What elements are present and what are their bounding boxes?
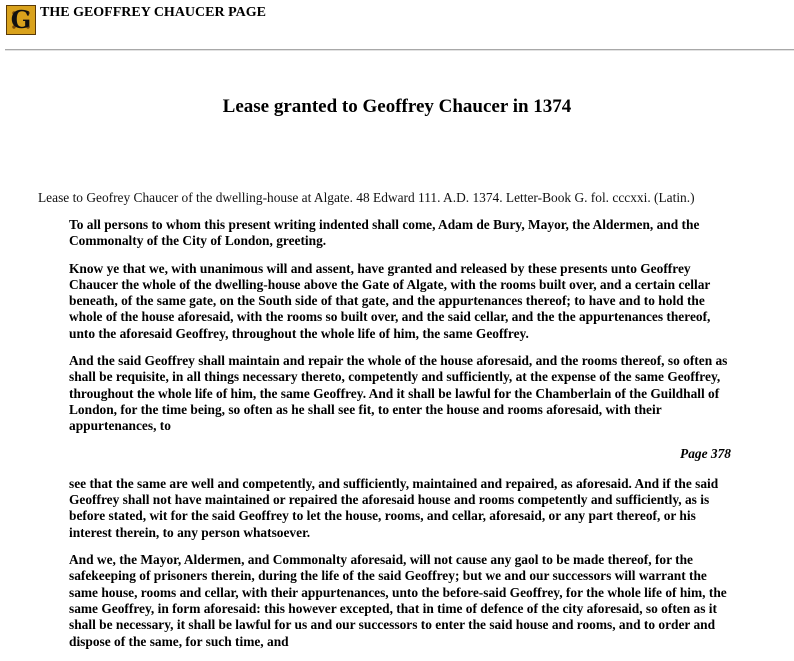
paragraph: And the said Geoffrey shall maintain and repair the whole of the house aforesaid, and the rooms thereof, so often as shall be requisite, in all things necessary thereto, competently and sufficiently, at the expense of the same Geoffrey, throughout the whole life of him, the same Geoffrey. And it shall be lawful for the Chamberlain of the Guildhall of London, for the time being, so often as he shall see fit, to enter the house and rooms aforesaid, with their appurtenances, to — [69, 353, 728, 434]
paragraph: see that the same are well and competently, and sufficiently, maintained and repaired, as aforesaid. And if the said Geoffrey shall not have maintained or repaired the aforesaid house and rooms competently and sufficiently, as is before stated, wit for the said Geoffrey to let the house, rooms, and cellar, aforesaid, or any part thereof, or his interest therein, to any person whatsoever. — [69, 475, 719, 540]
logo-glyph: G — [10, 4, 32, 34]
site-title[interactable]: THE GEOFFREY CHAUCER PAGE — [40, 5, 266, 20]
page-marker: Page 378 — [680, 445, 731, 461]
horizontal-divider — [5, 49, 794, 51]
document-intro: Lease to Geofrey Chaucer of the dwelling-house at Algate. 48 Edward 111. A.D. 1374. Letter-Book G. fol. cccxxi. (Latin.) — [38, 190, 695, 205]
site-header — [6, 5, 266, 36]
illuminated-letter-g-icon[interactable] — [6, 5, 36, 35]
paragraph: Know ye that we, with unanimous will and assent, have granted and released by these presents unto Geoffrey Chaucer the whole of the dwelling-house above the Gate of Algate, with the rooms built over, and a certain cellar beneath, of the same gate, on the South side of that gate, and the appurtenances thereof; to have and to hold the whole of the house aforesaid, with the rooms so built over, and the said cellar, and the the appurtenances thereof, unto the aforesaid Geoffrey, throughout the whole life of him, the same Geoffrey. — [69, 260, 711, 341]
page-title: Lease granted to Geoffrey Chaucer in 1374 — [222, 96, 572, 117]
lease-text — [69, 217, 737, 661]
paragraph: To all persons to whom this present writing indented shall come, Adam de Bury, Mayor, the Aldermen, and the Commonalty of the City of London, greeting. — [69, 217, 700, 249]
paragraph: And we, the Mayor, Aldermen, and Commonalty aforesaid, will not cause any gaol to be made thereof, for the safekeeping of prisoners therein, during the life of the said Geoffrey; but we and our successors will warrant the same house, rooms and cellar, with their appurtenances, unto the before-said Geoffrey, for the whole life of him, the same Geoffrey, in form aforesaid: this however excepted, that in time of defence of the city aforesaid, so often as it shall be necessary, it shall be lawful for us and our successors to enter the said house and rooms, and to order and dispose of the same, for such time, and — [69, 552, 727, 649]
